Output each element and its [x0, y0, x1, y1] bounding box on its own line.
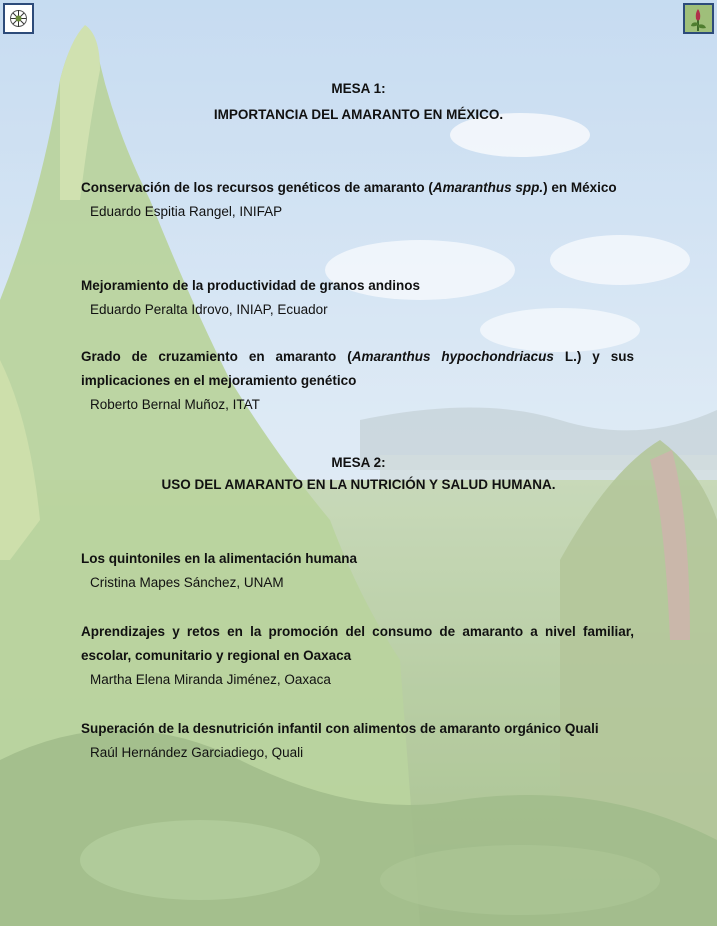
talk-item: [81, 620, 634, 692]
talk-item: [81, 274, 634, 322]
talk-author: Eduardo Espitia Rangel, INIFAP: [90, 204, 283, 219]
talk-title: Aprendizajes y retos en la promoción del consumo de amaranto a nivel familiar, escolar, comunitario y regional en Oaxaca: [81, 624, 634, 663]
talk-item: [81, 717, 634, 765]
talk-title: Conservación de los recursos genéticos de amaranto (Amaranthus spp.) en México: [81, 180, 617, 195]
mesa-2-heading: MESA 2:: [331, 455, 386, 470]
talk-author: Martha Elena Miranda Jiménez, Oaxaca: [90, 672, 331, 687]
talk-title: Los quintoniles en la alimentación humana: [81, 551, 358, 566]
talk-item: [81, 547, 634, 595]
talk-author: Eduardo Peralta Idrovo, INIAP, Ecuador: [90, 302, 328, 317]
amaranth-seal-icon: [3, 3, 34, 34]
amaranth-plant-icon: [683, 3, 714, 34]
talk-title: Mejoramiento de la productividad de granos andinos: [81, 278, 421, 293]
talk-item: [81, 176, 634, 224]
mesa-2-title: USO DEL AMARANTO EN LA NUTRICIÓN Y SALUD HUMANA.: [161, 477, 556, 492]
talk-title: Superación de la desnutrición infantil con alimentos de amaranto orgánico Quali: [81, 721, 599, 736]
mesa-1-title: IMPORTANCIA DEL AMARANTO EN MÉXICO.: [213, 107, 504, 122]
talk-title: Grado de cruzamiento en amaranto (Amaranthus hypochondriacus L.) y sus implicaciones en el mejoramiento genético: [81, 349, 634, 388]
talk-item: [81, 345, 634, 417]
mesa-1-heading: MESA 1:: [331, 81, 386, 96]
talk-author: Roberto Bernal Muñoz, ITAT: [90, 397, 260, 412]
talk-author: Raúl Hernández Garciadiego, Quali: [90, 745, 304, 760]
talk-author: Cristina Mapes Sánchez, UNAM: [90, 575, 284, 590]
